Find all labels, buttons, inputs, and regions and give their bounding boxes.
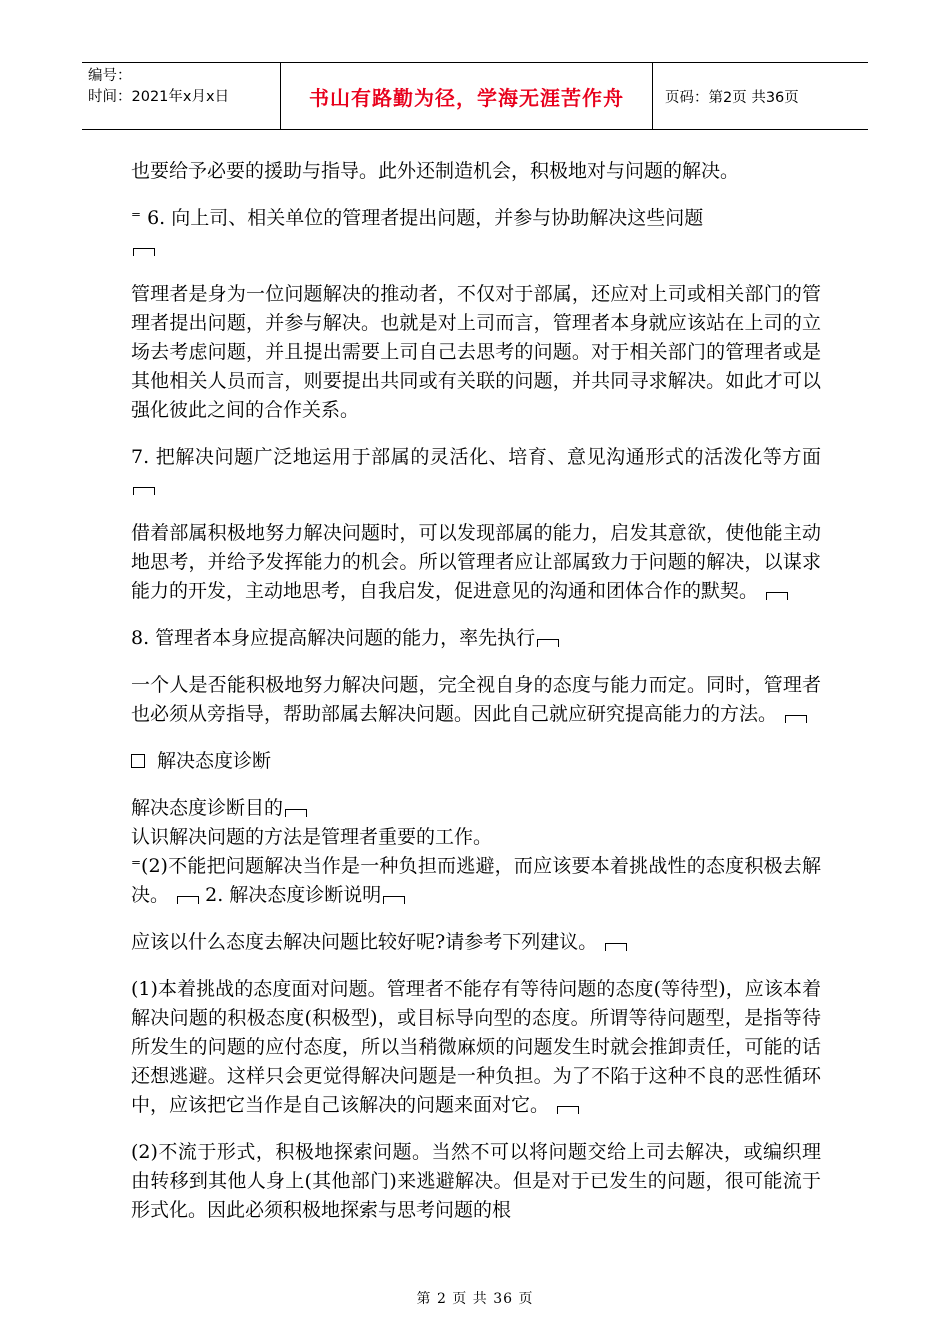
paragraph <box>131 794 821 823</box>
paragraph <box>131 1138 821 1225</box>
return-mark-icon <box>557 1106 579 1114</box>
heading-item-8 <box>131 624 821 653</box>
paragraph <box>131 519 821 606</box>
return-mark-icon <box>133 248 155 256</box>
paragraph-text: (1)本着挑战的态度面对问题。管理者不能存有等待问题的态度(等待型)，应该本着解决问题的积极态度(积极型)，或目标导向型的态度。所谓等待问题型，是指等待所发生的问题的应付态度，所以当稍微麻烦的问题发生时就会推卸责任，可能的话还想逃避。这样只会更觉得解决问题是一种负担。为了不陷于这种不良的恶性循环中，应该把它当作是自己该解决的问题来面对它。 <box>131 978 821 1116</box>
return-mark-icon <box>133 487 155 495</box>
paragraph-text: 8. 管理者本身应提高解决问题的能力，率先执行 <box>131 627 536 649</box>
paragraph-text: 解决态度诊断目的 <box>131 797 284 819</box>
header-page-number: 页码：第2页 共36页 <box>665 89 799 106</box>
paragraph-text: ⁼ 6. 向上司、相关单位的管理者提出问题，并参与协助解决这些问题 <box>131 207 704 229</box>
paragraph <box>131 823 821 852</box>
paragraph <box>131 975 821 1120</box>
paragraph-text: 2. 解决态度诊断说明 <box>199 884 382 906</box>
paragraph-text: (2)不流于形式，积极地探索问题。当然不可以将问题交给上司去解决，或编织理由转移到其他人身上(其他部门)来逃避解决。但是对于已发生的问题，很可能流于形式化。因此必须积极地探索与思考问题的根 <box>131 1141 821 1221</box>
heading-item-6 <box>131 204 821 262</box>
return-mark-icon <box>766 592 788 600</box>
heading-item-7 <box>131 443 821 501</box>
page-header <box>82 62 868 130</box>
return-mark-icon <box>383 896 405 904</box>
paragraph <box>131 280 821 425</box>
paragraph <box>131 157 821 186</box>
paragraph-text: 也要给予必要的援助与指导。此外还制造机会，积极地对与问题的解决。 <box>131 160 740 182</box>
header-time: 时间：2021年x月x日 <box>88 89 230 105</box>
document-body <box>131 157 821 1243</box>
return-mark-icon <box>605 943 627 951</box>
paragraph <box>131 928 821 957</box>
paragraph <box>131 852 821 910</box>
return-mark-icon <box>785 715 807 723</box>
return-mark-icon <box>285 809 307 817</box>
checkbox-square-icon <box>131 754 145 768</box>
paragraph-text: ⁼(2)不能把问题解决当作是一种负担而逃避，而应该要本着挑战性的态度积极去解决。 <box>131 855 821 906</box>
paragraph-text: 管理者是身为一位问题解决的推动者，不仅对于部属，还应对上司或相关部门的管理者提出问题，并参与解决。也就是对上司而言，管理者本身就应该站在上司的立场去考虑问题，并且提出需要上司自己去思考的问题。对于相关部门的管理者或是其他相关人员而言，则要提出共同或有关联的问题，并共同寻求解决。如此才可以强化彼此之间的合作关系。 <box>131 283 821 421</box>
paragraph-text: 认识解决问题的方法是管理者重要的工作。 <box>131 826 493 848</box>
header-meta <box>82 63 280 129</box>
paragraph-text: 7. 把解决问题广泛地运用于部属的灵活化、培育、意见沟通形式的活泼化等方面 <box>131 446 821 468</box>
header-page-cell <box>653 63 868 129</box>
paragraph <box>131 671 821 729</box>
paragraph-text: 一个人是否能积极地努力解决问题，完全视自身的态度与能力而定。同时，管理者也必须从旁指导，帮助部属去解决问题。因此自己就应研究提高能力的方法。 <box>131 674 821 725</box>
header-motto-cell <box>280 63 653 129</box>
paragraph-text: 应该以什么态度去解决问题比较好呢?请参考下列建议。 <box>131 931 598 953</box>
header-number: 编号： <box>88 68 132 84</box>
return-mark-icon <box>537 639 559 647</box>
header-motto: 书山有路勤为径，学海无涯苦作舟 <box>309 85 624 110</box>
return-mark-icon <box>177 896 199 904</box>
paragraph-text: 解决态度诊断 <box>157 750 272 772</box>
footer-page-number: 第 2 页 共 36 页 <box>416 1291 534 1307</box>
page-footer <box>0 1288 950 1308</box>
paragraph-text: 借着部属积极地努力解决问题时，可以发现部属的能力，启发其意欲，使他能主动地思考，并给予发挥能力的机会。所以管理者应让部属致力于问题的解决，以谋求能力的开发，主动地思考，自我启发，促进意见的沟通和团体合作的默契。 <box>131 522 821 602</box>
section-heading <box>131 747 821 776</box>
